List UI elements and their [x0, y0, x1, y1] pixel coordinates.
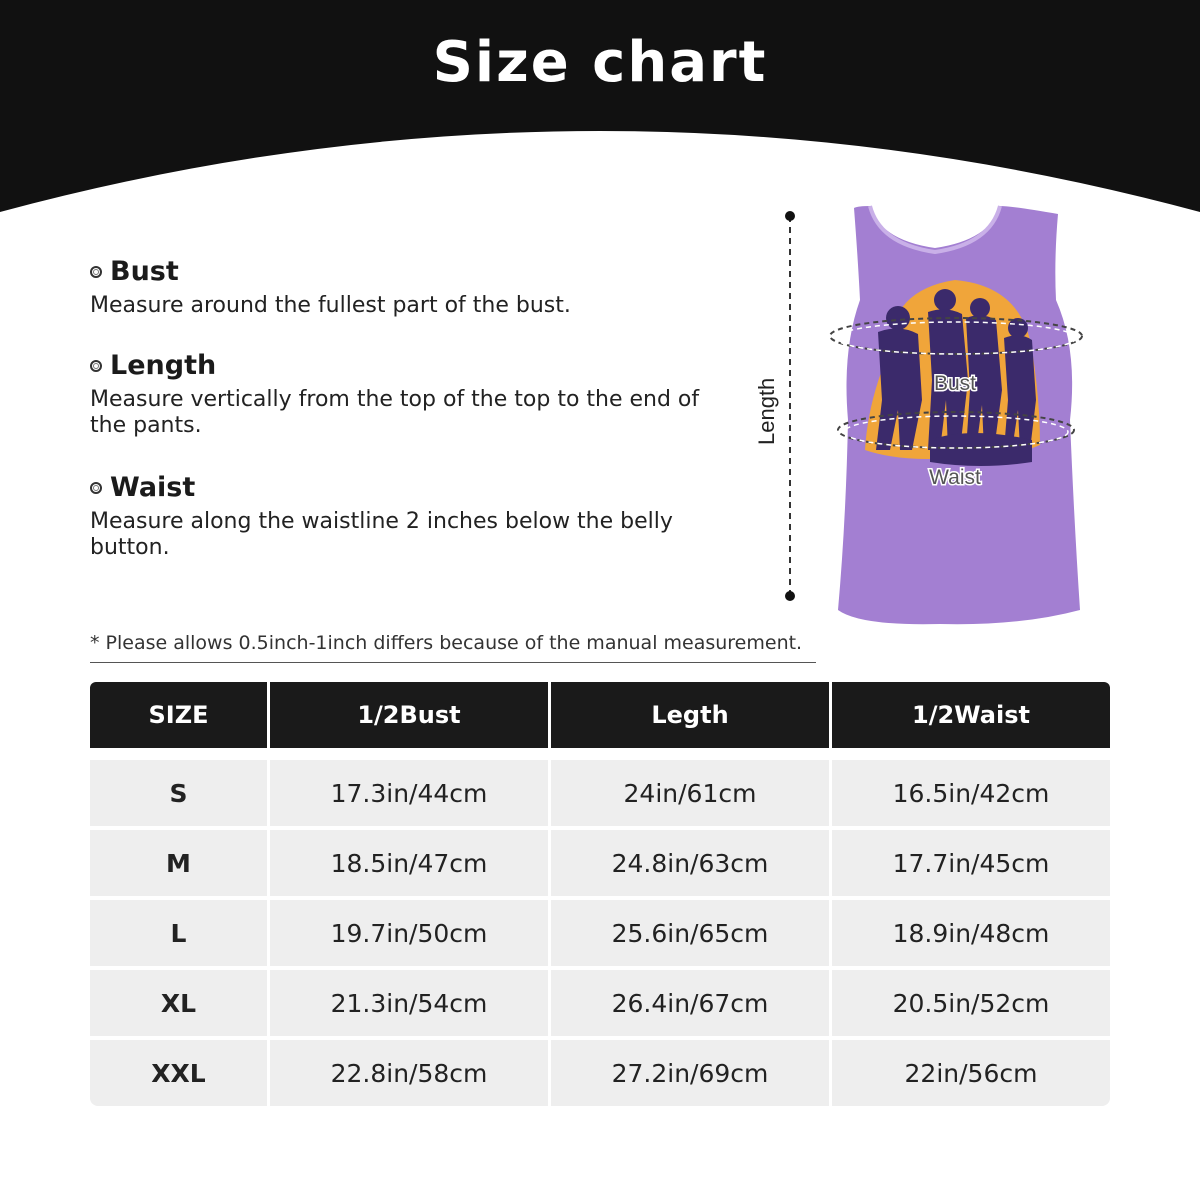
bust-description: Measure around the fullest part of the bust. — [90, 293, 571, 318]
length-cell: 25.6in/65cm — [551, 900, 832, 970]
header-length: Legth — [551, 682, 832, 748]
length-cell: 24in/61cm — [551, 760, 832, 830]
page-title: Size chart — [432, 30, 768, 95]
waist-cell: 22in/56cm — [832, 1040, 1110, 1106]
length-cell: 24.8in/63cm — [551, 830, 832, 900]
bust-cell: 17.3in/44cm — [270, 760, 551, 830]
size-cell: XXL — [90, 1040, 270, 1106]
size-cell: XL — [90, 970, 270, 1040]
waist-diagram-label: Waist — [929, 466, 981, 489]
bust-definition — [90, 256, 730, 319]
bullet-circle-icon — [90, 482, 102, 494]
bust-term: Bust — [110, 256, 179, 287]
header-waist: 1/2Waist — [832, 682, 1110, 748]
length-term: Length — [110, 350, 217, 381]
header-size: SIZE — [90, 682, 270, 748]
waist-cell: 20.5in/52cm — [832, 970, 1110, 1040]
size-cell: M — [90, 830, 270, 900]
waist-definition — [90, 472, 730, 561]
size-table — [90, 682, 1110, 1106]
tank-top-diagram — [740, 200, 1120, 630]
length-guide-top-dot — [785, 211, 795, 221]
table-row — [90, 900, 1110, 970]
bust-cell: 21.3in/54cm — [270, 970, 551, 1040]
bust-diagram-label: Bust — [933, 372, 977, 395]
table-row — [90, 1040, 1110, 1106]
bullet-circle-icon — [90, 360, 102, 372]
length-cell: 26.4in/67cm — [551, 970, 832, 1040]
bust-cell: 19.7in/50cm — [270, 900, 551, 970]
length-cell: 27.2in/69cm — [551, 1040, 832, 1106]
length-diagram-label: Length — [754, 377, 779, 445]
size-cell: S — [90, 760, 270, 830]
length-description: Measure vertically from the top of the top to the end of the pants. — [90, 387, 700, 438]
bust-cell: 18.5in/47cm — [270, 830, 551, 900]
bust-cell: 22.8in/58cm — [270, 1040, 551, 1106]
length-definition — [90, 350, 730, 439]
waist-description: Measure along the waistline 2 inches below the belly button. — [90, 509, 673, 560]
waist-cell: 16.5in/42cm — [832, 760, 1110, 830]
bullet-circle-icon — [90, 266, 102, 278]
table-row — [90, 760, 1110, 830]
measurement-note: * Please allows 0.5inch-1inch differs because of the manual measurement. — [90, 632, 816, 663]
size-cell: L — [90, 900, 270, 970]
waist-cell: 18.9in/48cm — [832, 900, 1110, 970]
table-row — [90, 830, 1110, 900]
length-guide-bottom-dot — [785, 591, 795, 601]
waist-term: Waist — [110, 472, 196, 503]
table-row — [90, 970, 1110, 1040]
table-header-row — [90, 682, 1110, 748]
header-bust: 1/2Bust — [270, 682, 551, 748]
waist-cell: 17.7in/45cm — [832, 830, 1110, 900]
